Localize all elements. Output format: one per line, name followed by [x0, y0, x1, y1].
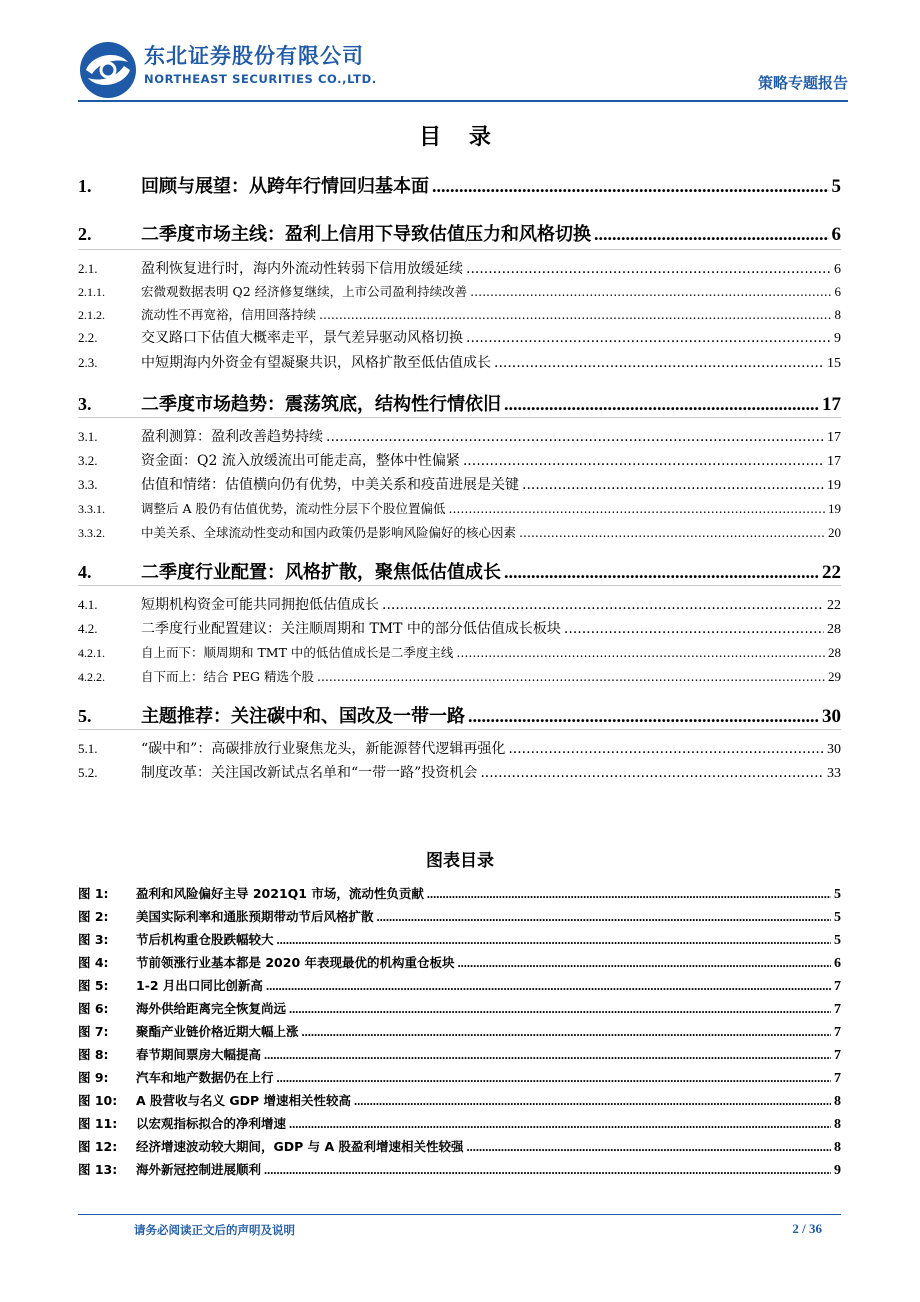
chart-entry[interactable]: 图 2: 美国实际利率和通胀预期带动节后风格扩散 ..... 5 [78, 907, 841, 926]
toc-entry[interactable]: 2. 二季度市场主线：盈利上信用下导致估值压力和风格切换 ..... 6 [78, 220, 841, 246]
company-name-cn: 东北证券股份有限公司 [144, 44, 364, 68]
toc-entry[interactable]: 4.2.2. 自下而上：结合 PEG 精选个股 ..... 29 [78, 667, 841, 685]
company-name-en: NORTHEAST SECURITIES CO.,LTD. [144, 72, 377, 86]
toc-entry[interactable]: 2.1. 盈利恢复进行时，海内外流动性转弱下信用放缓延续 ..... 6 [78, 258, 841, 278]
toc-entry[interactable]: 5.1. “碳中和”：高碳排放行业聚焦龙头，新能源替代逻辑再强化 ..... 30 [78, 738, 841, 758]
toc-entry[interactable]: 4.2. 二季度行业配置建议：关注顺周期和 TMT 中的部分低估值成长板块 ..... 28 [78, 618, 841, 638]
chart-entry[interactable]: 图 10: A 股营收与名义 GDP 增速相关性较高 ..... 8 [78, 1091, 841, 1110]
footer-divider [78, 1214, 841, 1215]
toc-entry[interactable]: 2.3. 中短期海内外资金有望凝聚共识，风格扩散至低估值成长 ..... 15 [78, 352, 841, 372]
chart-entry[interactable]: 图 4: 节前领涨行业基本都是 2020 年表现最优的机构重仓板块 ..... 6 [78, 953, 841, 972]
toc-entry[interactable]: 3.1. 盈利测算：盈利改善趋势持续 ..... 17 [78, 426, 841, 446]
toc-entry[interactable]: 3.3.2. 中美关系、全球流动性变动和国内政策仍是影响风险偏好的核心因素 ..... 20 [78, 523, 841, 541]
page-header [78, 38, 848, 98]
chart-entry[interactable]: 图 3: 节后机构重仓股跌幅较大 ..... 5 [78, 930, 841, 949]
toc-entry[interactable]: 3. 二季度市场趋势：震荡筑底，结构性行情依旧 ..... 17 [78, 390, 841, 416]
toc-entry[interactable]: 3.2. 资金面：Q2 流入放缓流出可能走高，整体中性偏紧 ..... 17 [78, 450, 841, 470]
section-divider [78, 729, 841, 730]
chart-list-title: 图表目录 [426, 851, 494, 871]
chart-entry[interactable]: 图 1: 盈利和风险偏好主导 2021Q1 市场，流动性负贡献 ..... 5 [78, 884, 841, 903]
toc-entry[interactable]: 4.2.1. 自上而下：顺周期和 TMT 中的低估值成长是二季度主线 ..... 28 [78, 643, 841, 661]
toc-entry[interactable]: 2.2. 交叉路口下估值大概率走平，景气差异驱动风格切换 ..... 9 [78, 327, 841, 347]
section-divider [78, 249, 841, 250]
header-divider [78, 100, 848, 102]
report-type-label: 策略专题报告 [757, 74, 848, 92]
section-divider [78, 585, 841, 586]
toc-entry[interactable]: 5. 主题推荐：关注碳中和、国改及一带一路 ..... 30 [78, 702, 841, 728]
section-divider [78, 417, 841, 418]
toc-title: 目 录 [419, 125, 501, 150]
toc-entry[interactable]: 3.3.1. 调整后 A 股仍有估值优势，流动性分层下个股位置偏低 ..... 19 [78, 499, 841, 517]
page-indicator: 2 / 36 [792, 1221, 822, 1236]
chart-entry[interactable]: 图 7: 聚酯产业链价格近期大幅上涨 ..... 7 [78, 1022, 841, 1041]
footer-disclaimer: 请务必阅读正文后的声明及说明 [134, 1223, 295, 1237]
toc-entry[interactable]: 4. 二季度行业配置：风格扩散，聚焦低估值成长 ..... 22 [78, 558, 841, 584]
toc-entry[interactable]: 1. 回顾与展望：从跨年行情回归基本面 ..... 5 [78, 172, 841, 198]
chart-entry[interactable]: 图 12: 经济增速波动较大期间，GDP 与 A 股盈利增速相关性较强 ..... 8 [78, 1137, 841, 1156]
toc-entry[interactable]: 4.1. 短期机构资金可能共同拥抱低估值成长 ..... 22 [78, 594, 841, 614]
toc-entry[interactable]: 2.1.2. 流动性不再宽裕，信用回落持续 ..... 8 [78, 305, 841, 323]
toc-entry[interactable]: 5.2. 制度改革：关注国改新试点名单和“一带一路”投资机会 ..... 33 [78, 762, 841, 782]
toc-entry[interactable]: 2.1.1. 宏微观数据表明 Q2 经济修复继续，上市公司盈利持续改善 ..... 6 [78, 282, 841, 300]
chart-entry[interactable]: 图 13: 海外新冠控制进展顺利 ..... 9 [78, 1160, 841, 1179]
chart-entry[interactable]: 图 11: 以宏观指标拟合的净利增速 ..... 8 [78, 1114, 841, 1133]
chart-entry[interactable]: 图 5: 1-2 月出口同比创新高 ..... 7 [78, 976, 841, 995]
chart-entry[interactable]: 图 8: 春节期间票房大幅提高 ..... 7 [78, 1045, 841, 1064]
toc-entry[interactable]: 3.3. 估值和情绪：估值横向仍有优势，中美关系和疫苗进展是关键 ..... 19 [78, 474, 841, 494]
company-logo-icon [78, 40, 138, 100]
chart-entry[interactable]: 图 9: 汽车和地产数据仍在上行 ..... 7 [78, 1068, 841, 1087]
chart-entry[interactable]: 图 6: 海外供给距离完全恢复尚远 ..... 7 [78, 999, 841, 1018]
